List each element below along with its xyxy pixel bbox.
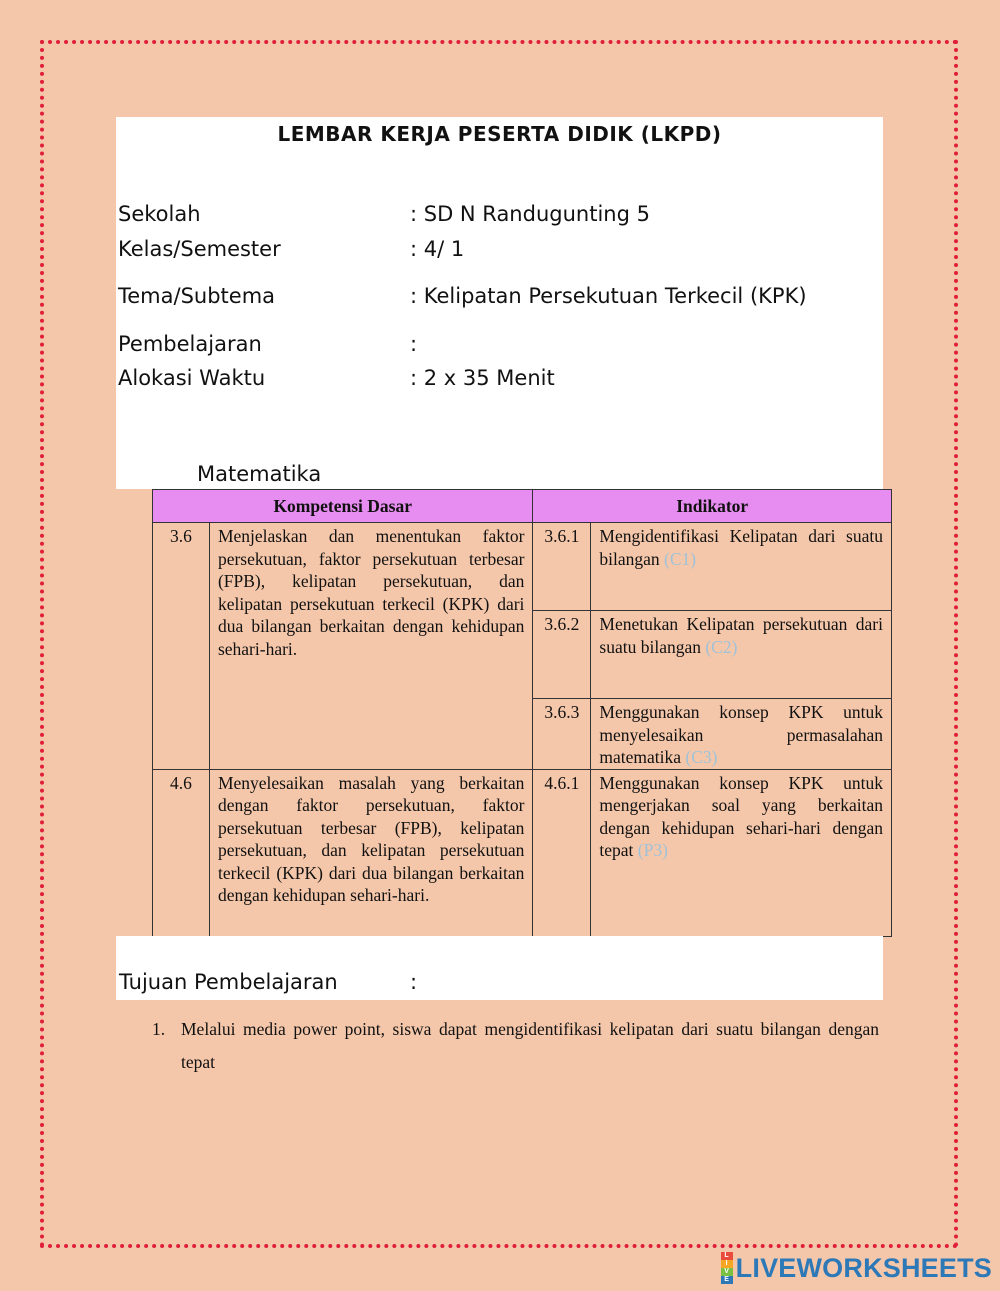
kd-number: 4.6 bbox=[153, 769, 210, 936]
tujuan-colon: : bbox=[410, 970, 418, 994]
indicator-text bbox=[591, 611, 892, 699]
logo-letter: E bbox=[721, 1276, 733, 1284]
info-label: Tema/Subtema bbox=[118, 284, 276, 308]
header-kompetensi: Kompetensi Dasar bbox=[153, 490, 533, 523]
info-value: : bbox=[410, 332, 418, 356]
kd-text: Menyelesaikan masalah yang berkaitan dengan faktor persekutuan, faktor persekutuan terbesar (FPB), kelipatan persekutuan, dan kelipatan persekutuan terkecil (KPK) dari dua bilangan berkaitan dengan kehidupan sehari-hari. bbox=[209, 769, 532, 936]
liveworksheets-watermark bbox=[721, 1252, 992, 1284]
cognitive-level: (P3) bbox=[637, 840, 668, 860]
watermark-text: LIVEWORKSHEETS bbox=[735, 1252, 992, 1283]
logo-letter: I bbox=[721, 1260, 733, 1268]
cognitive-level: (C2) bbox=[705, 636, 738, 657]
goal-text: Melalui media power point, siswa dapat mengidentifikasi kelipatan dari suatu bilangan dengan tepat bbox=[181, 1019, 879, 1072]
subject-label: Matematika bbox=[197, 462, 322, 486]
indicator-description: Menggunakan konsep KPK untuk menyelesaikan permasalahan matematika bbox=[599, 702, 883, 767]
goal-list bbox=[152, 1013, 879, 1079]
indicator-description: Mengidentifikasi Kelipatan dari suatu bilangan bbox=[599, 526, 883, 569]
info-value: : SD N Randugunting 5 bbox=[410, 202, 650, 226]
indicator-text bbox=[591, 523, 892, 611]
info-label: Alokasi Waktu bbox=[118, 366, 266, 390]
goal-number: 1. bbox=[152, 1019, 166, 1039]
table-row bbox=[153, 769, 892, 936]
info-label: Sekolah bbox=[118, 202, 201, 226]
logo-letter: V bbox=[721, 1268, 733, 1276]
indicator-description: Menetukan Kelipatan persekutuan dari suatu bilangan bbox=[599, 614, 883, 657]
indicator-number: 4.6.1 bbox=[533, 769, 591, 936]
cognitive-level: (C1) bbox=[664, 548, 697, 569]
indicator-text bbox=[591, 769, 892, 936]
indicator-description: Menggunakan konsep KPK untuk mengerjakan soal yang berkaitan dengan kehidupan sehari-hari dengan tepat bbox=[599, 772, 883, 860]
kd-text: Menjelaskan dan menentukan faktor persekutuan, faktor persekutuan terbesar (FPB), kelipatan persekutuan, dan kelipatan persekutuan terkecil (KPK) dari dua bilangan berkaitan dengan kehidupan sehari-hari. bbox=[209, 523, 532, 770]
table-header-row bbox=[153, 490, 892, 523]
indicator-text bbox=[591, 699, 892, 770]
indicator-number: 3.6.3 bbox=[533, 699, 591, 770]
table-row bbox=[153, 523, 892, 611]
document-title: LEMBAR KERJA PESERTA DIDIK (LKPD) bbox=[277, 122, 722, 146]
kd-number: 3.6 bbox=[153, 523, 210, 770]
cognitive-level: (C3) bbox=[685, 747, 718, 767]
info-label: Pembelajaran bbox=[118, 332, 262, 356]
logo-letter: L bbox=[721, 1252, 733, 1260]
header-indikator: Indikator bbox=[533, 490, 892, 523]
list-item bbox=[152, 1013, 879, 1079]
indicator-number: 3.6.1 bbox=[533, 523, 591, 611]
indicator-number: 3.6.2 bbox=[533, 611, 591, 699]
competency-table bbox=[152, 489, 892, 937]
liveworksheets-logo-icon bbox=[721, 1252, 733, 1284]
tujuan-label: Tujuan Pembelajaran bbox=[119, 970, 338, 994]
info-label: Kelas/Semester bbox=[118, 237, 281, 261]
info-value: : Kelipatan Persekutuan Terkecil (KPK) bbox=[410, 284, 807, 308]
info-value: : 2 x 35 Menit bbox=[410, 366, 555, 390]
info-value: : 4/ 1 bbox=[410, 237, 465, 261]
